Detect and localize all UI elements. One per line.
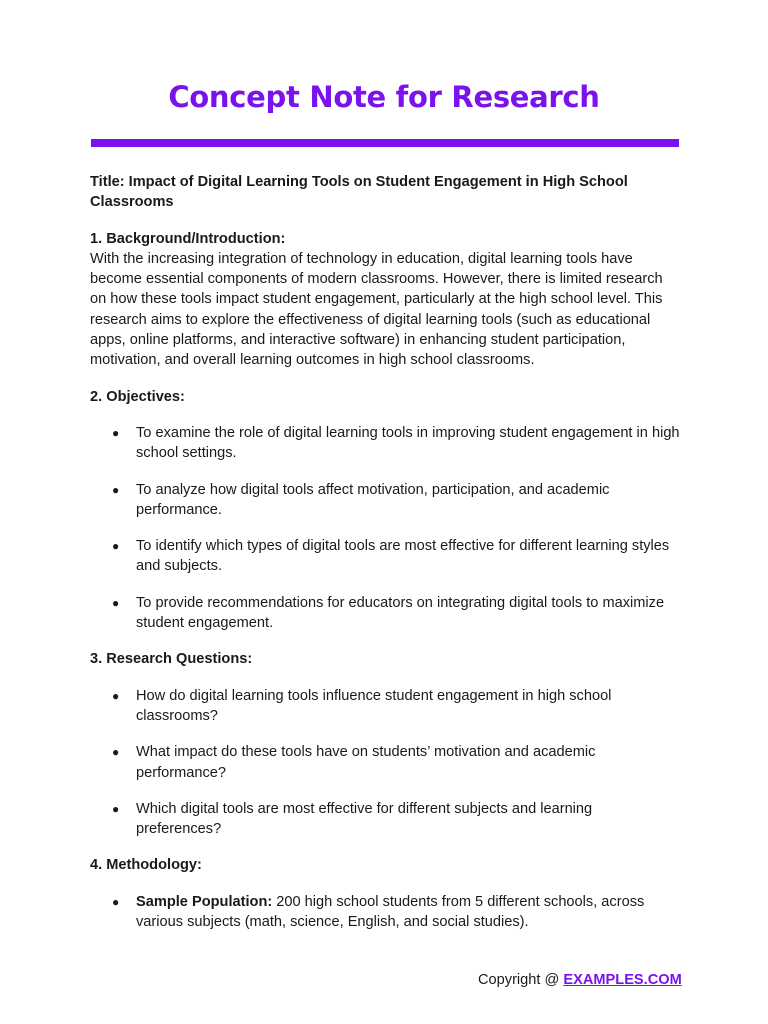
methodology-list [90, 892, 680, 933]
list-item-text: To analyze how digital tools affect motivation, participation, and academic performance. [136, 481, 610, 518]
list-item-text: Which digital tools are most effective for different subjects and learning preferences? [136, 800, 593, 838]
list-item [90, 799, 680, 840]
spacer [90, 407, 680, 423]
page-title: Concept Note for Research [168, 80, 600, 114]
section-heading-methodology: 4. Methodology: [90, 857, 202, 874]
list-item [90, 892, 680, 933]
document-body [90, 172, 680, 948]
bullet-icon: ● [112, 801, 120, 816]
examples-link[interactable]: EXAMPLES.COM [563, 972, 682, 988]
bullet-icon: ● [112, 688, 120, 703]
list-item-text: What impact do these tools have on students’ motivation and academic performance? [136, 744, 596, 781]
footer-copyright [478, 972, 682, 988]
list-item [90, 536, 680, 577]
section-heading-research-questions: 3. Research Questions: [90, 651, 253, 668]
list-item [90, 742, 680, 783]
section-heading-objectives: 2. Objectives: [90, 388, 185, 405]
list-item-text: To identify which types of digital tools are most effective for different learning styles and subjects. [136, 538, 670, 575]
list-item-text: To examine the role of digital learning tools in improving student engagement in high school settings. [136, 424, 680, 462]
list-item-lead: Sample Population: [136, 893, 273, 910]
spacer [90, 670, 680, 686]
bullet-icon: ● [112, 539, 120, 554]
spacer [90, 876, 680, 892]
list-item-text: 200 high school students from 5 different schools, across various subjects (math, science, English, and social studies). [136, 893, 645, 931]
list-item [90, 686, 680, 727]
list-item-text: How do digital learning tools influence student engagement in high school classrooms? [136, 687, 612, 724]
title-divider [91, 139, 679, 147]
research-title: Title: Impact of Digital Learning Tools on Student Engagement in High School Classrooms [90, 174, 628, 211]
bullet-icon: ● [112, 425, 120, 440]
list-item [90, 593, 680, 634]
bullet-icon: ● [112, 745, 120, 760]
bullet-icon: ● [112, 894, 120, 909]
objectives-list [90, 423, 680, 633]
list-item-text: To provide recommendations for educators on integrating digital tools to maximize student engagement. [136, 594, 665, 632]
bullet-icon: ● [112, 482, 120, 497]
bullet-icon: ● [112, 595, 120, 610]
background-paragraph: With the increasing integration of technology in education, digital learning tools have become essential components of modern classrooms. However, there is limited research on how these tools impact student engagement, particularly at the high school level. This research aims to explore the effectiveness of digital learning tools (such as educational apps, online platforms, and interactive software) in enhancing student participation, motivation, and overall learning outcomes in high school classrooms. [90, 250, 663, 369]
list-item [90, 423, 680, 464]
copyright-text: Copyright @ [478, 972, 564, 988]
research-questions-list [90, 686, 680, 840]
list-item [90, 480, 680, 521]
section-heading-background: 1. Background/Introduction: [90, 230, 286, 247]
